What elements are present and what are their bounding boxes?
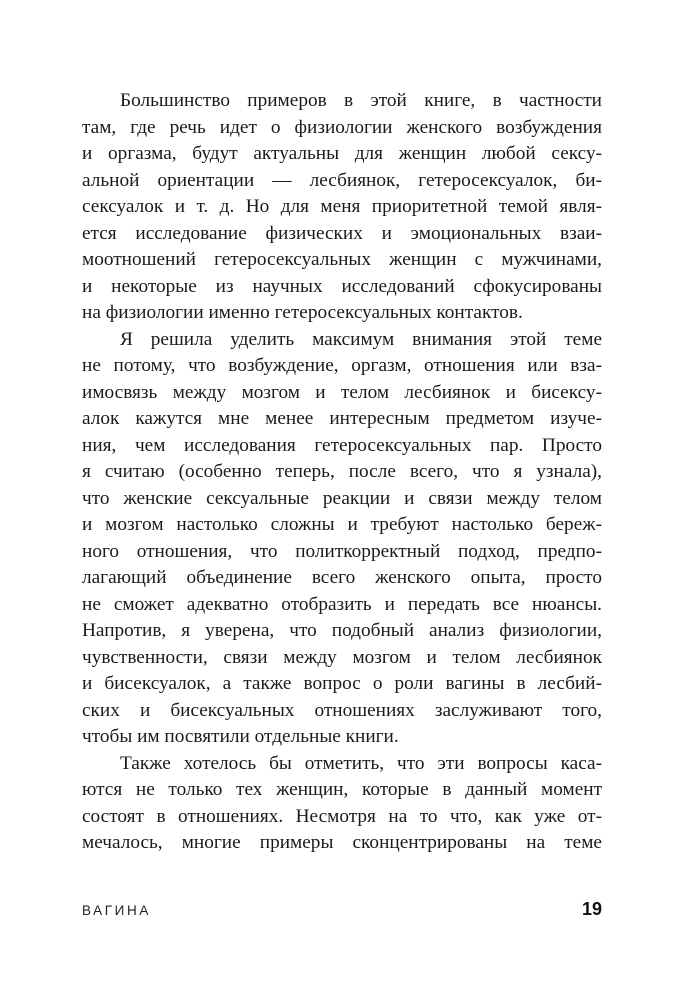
- text-line: состоят в отношениях. Несмотря на то что, как уже от-: [82, 805, 602, 827]
- text-line: чтобы им посвятили отдельные книги.: [82, 726, 399, 747]
- text-line: что женские сексуальные реакции и связи между телом: [82, 487, 602, 509]
- text-line: альной ориентации — лесбиянок, гетеросексуалок, би-: [82, 169, 602, 191]
- text-line: ется исследование физических и эмоциональных взаи-: [82, 222, 602, 244]
- text-line: на физиологии именно гетеросексуальных контактов.: [82, 302, 523, 323]
- text-line: сексуалок и т. д. Но для меня приоритетной темой явля-: [82, 196, 602, 217]
- text-line: Я решила уделить максимум внимания этой теме: [120, 328, 602, 350]
- text-line: и бисексуалок, а также вопрос о роли вагины в лесбий-: [82, 673, 602, 694]
- running-footer-title: ВАГИНА: [82, 903, 151, 918]
- text-line: там, где речь идет о физиологии женского возбуждения: [82, 116, 602, 138]
- text-line: лагающий объединение всего женского опыта, просто: [82, 567, 602, 588]
- text-line: и некоторые из научных исследований сфокусированы: [82, 275, 602, 297]
- text-line: Большинство примеров в этой книге, в частности: [120, 90, 602, 111]
- text-line: имосвязь между мозгом и телом лесбиянок и бисексу-: [82, 381, 602, 403]
- paragraph-1: [82, 88, 602, 327]
- text-line: и оргазма, будут актуальны для женщин любой сексу-: [82, 143, 602, 164]
- text-line: не потому, что возбуждение, оргазм, отношения или вза-: [82, 355, 602, 376]
- text-line: ния, чем исследования гетеросексуальных пар. Просто: [82, 434, 602, 456]
- text-line: моотношений гетеросексуальных женщин с мужчинами,: [82, 249, 602, 270]
- text-line: ских и бисексуальных отношениях заслуживают того,: [82, 699, 602, 721]
- text-line: ного отношения, что политкорректный подход, предпо-: [82, 540, 602, 562]
- paragraph-3: [82, 751, 602, 857]
- text-line: Напротив, я уверена, что подобный анализ физиологии,: [82, 620, 602, 641]
- text-line: чувственности, связи между мозгом и телом лесбиянок: [82, 646, 602, 668]
- text-line: и мозгом настолько сложны и требуют настолько береж-: [82, 514, 602, 535]
- text-line: не сможет адекватно отобразить и передать все нюансы.: [82, 593, 602, 615]
- text-line: Также хотелось бы отметить, что эти вопросы каса-: [120, 752, 602, 774]
- paragraph-2: [82, 327, 602, 751]
- body-text: [82, 88, 602, 857]
- text-line: я считаю (особенно теперь, после всего, что я узнала),: [82, 461, 602, 482]
- text-line: мечалось, многие примеры сконцентрированы на теме: [82, 832, 602, 853]
- text-line: ются не только тех женщин, которые в данный момент: [82, 779, 602, 800]
- page-number: 19: [581, 899, 602, 919]
- text-line: алок кажутся мне менее интересным предметом изуче-: [82, 408, 602, 429]
